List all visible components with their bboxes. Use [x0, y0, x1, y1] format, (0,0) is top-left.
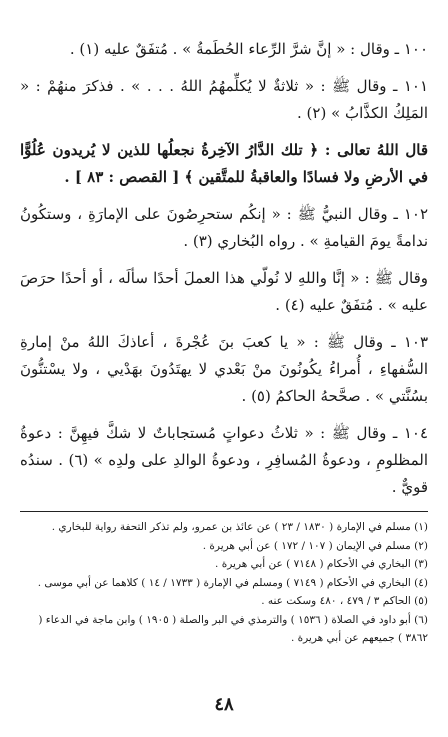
footnote-1: (١) مسلم في الإمارة ( ١٨٣٠ / ٢٣ ) عن عائذ بن عمرو، ولم تذكر التحفة رواية للبخاري . [51, 521, 428, 533]
hadith-102-cont: وقال ﷺ : « إنَّا واللهِ لا نُولّي هذا العملَ أحدًا سألَه ، أو أحدًا حرَصَ عليه » . مُتفَقٌ عليه (٤) . [20, 269, 428, 314]
hadith-100: ١٠٠ ـ وقال : « إنَّ شرَّ الرِّعاء الحُطَمةُ » . مُتفَقٌ عليه (١) . [69, 40, 428, 58]
footnote-3: (٣) البخاري في الأحكام ( ٧١٤٨ ) عن أبي هريرة . [215, 558, 428, 570]
hadith-102: ١٠٢ ـ وقال النبيُّ ﷺ : « إنكُم ستحرِصُونَ على الإمارَةِ ، وستكُونُ ندامةً يومَ القيامةِ » . رواه البُخاري (٣) . [20, 205, 428, 250]
footnote-4: (٤) البخاري في الأحكام ( ٧١٤٩ ) ومسلم في الإمارة ( ١٧٣٣ / ١٤ ) كلاهما عن أبي موسى . [37, 576, 428, 589]
footnote-2: (٢) مسلم في الإيمان ( ١٠٧ / ١٧٢ ) عن أبي هريرة . [202, 539, 428, 552]
footnote-divider [20, 511, 428, 512]
page-number: ٤٨ [214, 694, 234, 715]
footnote-5: (٥) الحاكم ٣ / ٤٧٩ ، ٤٨٠ وسكت عنه . [261, 595, 428, 607]
footnote-6: (٦) أبو داود في الصلاة ( ١٥٣٦ ) والترمذي في البر والصلة ( ١٩٠٥ ) وابن ماجة في الدعاء ( ٣٨٦٢ ) جميعهم عن أبي هريرة . [38, 613, 428, 644]
quran-verse: قال اللهُ تعالى : ﴿ تلك الدَّارُ الآخِرةُ نجعلُها للذين لا يُريدون عُلُوًّا في الأرضِ ولا فسادًا والعاقبةُ للمتَّقين ﴾ [ القصص : ٨٣ ] . [20, 141, 428, 186]
hadith-104: ١٠٤ ـ وقال ﷺ : « ثلاثُ دعواتٍ مُستجاباتٌ لا شكَّ فيهِنَّ : دعوةُ المظلومِ ، ودعوةُ المُسافِرِ ، ودعوةُ الوالدِ على ولدِه » (٦) . سندُه قويٌّ . [20, 424, 429, 496]
hadith-103: ١٠٣ ـ وقال ﷺ : « يا كعبَ بنَ عُجْرةَ ، أعاذكَ اللهُ منْ إمارةِ السُّفهاءِ ، أُمراءُ يكُونُونَ منْ بَعْدي لا يهتَدُونَ بهَدْيي ، ولا يسْتنُّونَ بسُنَّتي » . صحَّحهُ الحاكمُ (٥) . [20, 333, 428, 405]
hadith-101: ١٠١ ـ وقال ﷺ : « ثلاثةٌ لا يُكلِّمهُمُ اللهُ . . . » . فذكرَ منهُمْ : « المَلِكُ الكذَّابُ » (٢) . [20, 77, 428, 122]
